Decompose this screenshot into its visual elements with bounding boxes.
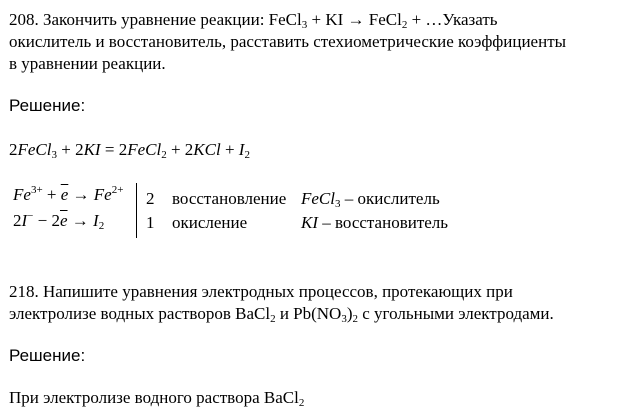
problem-208-line-1 bbox=[9, 9, 498, 30]
formula: FeCl bbox=[17, 140, 52, 159]
arrow: → bbox=[67, 211, 94, 230]
role-text: – окислитель bbox=[340, 189, 440, 208]
formula: KI bbox=[83, 140, 101, 159]
oxidizer-note bbox=[301, 188, 440, 209]
coefficient: 2 bbox=[75, 140, 84, 159]
half-reaction-reduction bbox=[13, 185, 123, 205]
operator: + bbox=[57, 140, 76, 159]
reducer-note bbox=[301, 212, 448, 233]
balanced-equation bbox=[9, 140, 250, 160]
role-text: – восстановитель bbox=[318, 213, 449, 232]
process-reduction: восстановление bbox=[172, 189, 287, 208]
problem-208-line-2: окислитель и восстановитель, расставить стехиометрические коэффициенты bbox=[9, 32, 567, 51]
subscript: 2 bbox=[98, 220, 105, 232]
subscript: 2 bbox=[244, 149, 250, 161]
subscript: 2 bbox=[352, 313, 359, 325]
problem-text: Закончить уравнение реакции: FeCl bbox=[43, 10, 302, 29]
subscript: 3 bbox=[335, 198, 341, 210]
problem-218-line-1: 218. Напишите уравнения электродных процессов, протекающих при bbox=[9, 282, 513, 301]
operator: − 2 bbox=[33, 211, 60, 230]
formula: FeCl bbox=[301, 189, 335, 208]
problem-text: электролизе водных растворов BaCl bbox=[9, 304, 271, 323]
problem-text: ) bbox=[346, 304, 353, 323]
superscript: − bbox=[27, 210, 34, 222]
problem-208-line-3: в уравнении реакции. bbox=[9, 54, 166, 73]
electron-symbol: $\overline{e}$ bbox=[60, 185, 69, 204]
subscript: 2 bbox=[298, 397, 305, 409]
operator: + bbox=[166, 140, 185, 159]
problem-218-line-2 bbox=[9, 303, 554, 324]
factor-1: 2 bbox=[146, 189, 155, 208]
arrow: → bbox=[68, 185, 94, 204]
problem-text: с угольными электродами. bbox=[358, 304, 554, 323]
coefficient: 2 bbox=[13, 211, 22, 230]
formula: I bbox=[93, 211, 99, 230]
operator: + bbox=[42, 185, 61, 204]
formula: Fe bbox=[93, 185, 112, 204]
problem-text: и Pb(NO bbox=[275, 304, 342, 323]
problem-text: + …Указать bbox=[407, 10, 498, 29]
coefficient: 2 bbox=[184, 140, 194, 159]
operator: + bbox=[220, 140, 239, 159]
subscript: 3 bbox=[301, 19, 308, 31]
divider-line bbox=[136, 183, 137, 238]
body-text: При электролизе водного раствора BaCl bbox=[9, 388, 299, 407]
coefficient: 2 bbox=[9, 140, 18, 159]
equals-sign: = bbox=[100, 140, 119, 159]
formula: I bbox=[21, 211, 28, 230]
solution-label: Решение: bbox=[9, 96, 86, 115]
formula: KCl bbox=[193, 140, 221, 159]
coefficient: 2 bbox=[118, 140, 128, 159]
half-reaction-oxidation bbox=[13, 211, 104, 231]
subscript: 2 bbox=[270, 313, 276, 325]
process-oxidation: окисление bbox=[172, 213, 248, 232]
problem-number: 208. bbox=[9, 10, 39, 29]
subscript: 3 bbox=[51, 149, 57, 161]
superscript: 2+ bbox=[111, 184, 124, 196]
factor-2: 1 bbox=[146, 213, 155, 232]
subscript: 2 bbox=[401, 19, 408, 31]
electron-symbol: $\overline{e}$ bbox=[59, 211, 68, 230]
formula: FeCl bbox=[127, 140, 162, 159]
formula: KI bbox=[301, 213, 318, 232]
subscript: 3 bbox=[341, 313, 347, 325]
subscript: 2 bbox=[161, 149, 167, 161]
superscript: 3+ bbox=[30, 184, 43, 196]
formula: I bbox=[238, 140, 245, 159]
solution-label-2: Решение: bbox=[9, 346, 86, 365]
problem-text: + KI → FeCl bbox=[307, 10, 402, 29]
electrolysis-line bbox=[9, 387, 304, 408]
formula: Fe bbox=[13, 185, 31, 204]
